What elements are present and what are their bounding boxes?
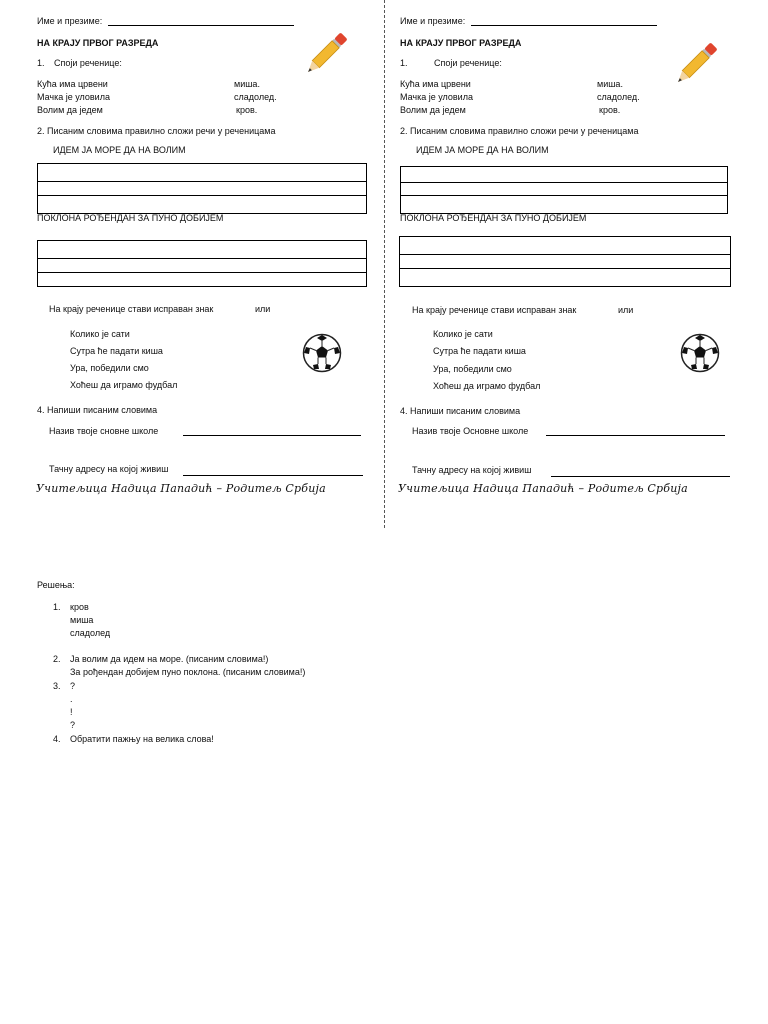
soccer-ball-icon <box>302 333 342 373</box>
solution-line: За рођендан добијем пуно поклона. (писаним словима!) <box>70 667 306 677</box>
task1-left-item: Волим да једем <box>37 105 103 115</box>
solution-line: ? <box>70 681 76 691</box>
writing-box[interactable] <box>37 163 367 214</box>
task2-instruction: 2. Писаним словима правилно сложи речи у реченицама <box>400 126 639 136</box>
task3-sentence: Ура, победили смо <box>433 364 512 374</box>
task1-right-item: кров. <box>236 105 258 115</box>
name-label: Име и презиме: <box>400 16 466 26</box>
writing-box[interactable] <box>400 166 728 214</box>
task1-number: 1. <box>37 58 45 68</box>
school-label: Назив твоје сновне школе <box>49 426 159 436</box>
task2-instruction: 2. Писаним словима правилно сложи речи у реченицама <box>37 126 276 136</box>
name-field[interactable] <box>471 25 657 26</box>
task3-sentence: Сутра ће падати киша <box>433 346 526 356</box>
solution-line: миша <box>70 615 94 625</box>
task2-words: ПОКЛОНА РОЂЕНДАН ЗА ПУНО ДОБИЈЕМ <box>400 213 587 223</box>
solution-line: Обратити пажњу на велика слова! <box>70 734 214 744</box>
task2-words: ПОКЛОНА РОЂЕНДАН ЗА ПУНО ДОБИЈЕМ <box>37 213 224 223</box>
task1-left-item: Мачка је уловила <box>400 92 473 102</box>
signature: Учитељица Надица Пападић – Родитељ Србија <box>36 482 326 495</box>
name-label: Име и презиме: <box>37 16 103 26</box>
task3-sentence: Колико је сати <box>70 329 130 339</box>
task4-instruction: 4. Напиши писаним словима <box>400 406 521 416</box>
task1-instruction: Споји реченице: <box>54 58 122 68</box>
address-field[interactable] <box>183 475 363 476</box>
pencil-icon <box>670 40 720 90</box>
address-label: Тачну адресу на којој живиш <box>412 465 532 475</box>
task3-sentence: Ура, победили смо <box>70 363 149 373</box>
school-field[interactable] <box>546 435 725 436</box>
task1-left-item: Мачка је уловила <box>37 92 110 102</box>
solution-line: . <box>70 694 73 704</box>
cut-line <box>384 0 385 528</box>
solution-number: 4. <box>53 734 61 744</box>
solution-line: ? <box>70 720 76 730</box>
solution-number: 2. <box>53 654 61 664</box>
task1-number: 1. <box>400 58 408 68</box>
worksheet-title: НА КРАЈУ ПРВОГ РАЗРЕДА <box>400 38 522 48</box>
address-label: Тачну адресу на којој живиш <box>49 464 169 474</box>
task1-right-item: миша. <box>597 79 623 89</box>
solution-line: Ја волим да идем на море. (писаним словима!) <box>70 654 269 664</box>
pencil-icon <box>300 30 350 80</box>
signature: Учитељица Надица Пападић – Родитељ Србија <box>398 482 688 495</box>
task3-instruction: На крају реченице стави исправан знак <box>412 305 577 315</box>
task3-or: или <box>618 305 634 315</box>
writing-box[interactable] <box>399 236 731 287</box>
task1-right-item: сладолед. <box>234 92 277 102</box>
task3-sentence: Хоћеш да играмо фудбал <box>70 380 178 390</box>
school-field[interactable] <box>183 435 361 436</box>
task2-words: ИДЕМ ЈА МОРЕ ДА НА ВОЛИМ <box>53 145 186 155</box>
task1-right-item: сладолед. <box>597 92 640 102</box>
task4-instruction: 4. Напиши писаним словима <box>37 405 158 415</box>
task2-words: ИДЕМ ЈА МОРЕ ДА НА ВОЛИМ <box>416 145 549 155</box>
solution-line: кров <box>70 602 89 612</box>
task3-or: или <box>255 304 271 314</box>
task3-sentence: Хоћеш да играмо фудбал <box>433 381 541 391</box>
task1-left-item: Волим да једем <box>400 105 466 115</box>
worksheet-title: НА КРАЈУ ПРВОГ РАЗРЕДА <box>37 38 159 48</box>
task1-right-item: кров. <box>599 105 621 115</box>
task1-instruction: Споји реченице: <box>434 58 502 68</box>
task3-sentence: Сутра ће падати киша <box>70 346 163 356</box>
writing-box[interactable] <box>37 240 367 287</box>
solution-number: 1. <box>53 602 61 612</box>
task3-sentence: Колико је сати <box>433 329 493 339</box>
task1-left-item: Кућа има црвени <box>400 79 471 89</box>
solutions-heading: Решења: <box>37 580 75 590</box>
task1-left-item: Кућа има црвени <box>37 79 108 89</box>
name-field[interactable] <box>108 25 294 26</box>
task1-right-item: миша. <box>234 79 260 89</box>
school-label: Назив твоје Основне школе <box>412 426 529 436</box>
solution-number: 3. <box>53 681 61 691</box>
solution-line: сладолед <box>70 628 111 638</box>
soccer-ball-icon <box>680 333 720 373</box>
address-field[interactable] <box>551 476 730 477</box>
solution-line: ! <box>70 707 73 717</box>
task3-instruction: На крају реченице стави исправан знак <box>49 304 214 314</box>
